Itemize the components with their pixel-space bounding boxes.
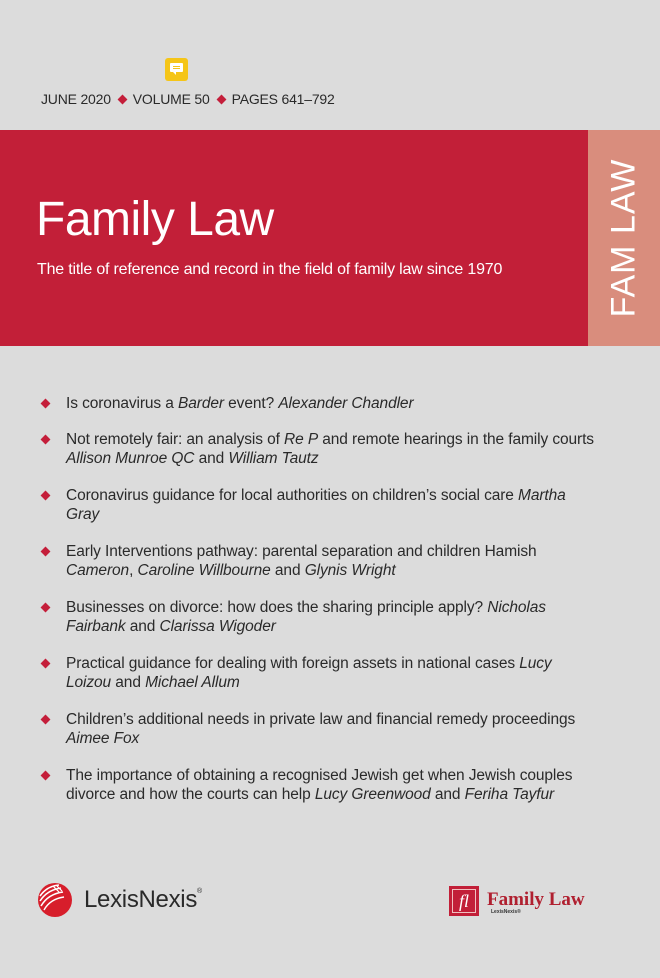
lexisnexis-logo: [37, 880, 202, 920]
item-text: and remote hearings in the family courts: [318, 430, 594, 448]
item-text: Children’s additional needs in private law and financial remedy proceedings: [66, 710, 576, 728]
item-text: The importance of obtaining a recognised Jewish get when Jewish couples divorce and how the courts can help: [66, 766, 573, 803]
contents-item: [40, 710, 600, 749]
journal-title: Family Law: [36, 193, 274, 246]
italic-text: Glynis Wright: [304, 562, 396, 579]
italic-text: Caroline Willbourne: [137, 562, 271, 579]
spine-strip: [588, 130, 660, 346]
italic-text: Clarissa Wigoder: [159, 618, 276, 635]
italic-text: Michael Allum: [145, 674, 240, 691]
journal-subtitle: The title of reference and record in the field of family law since 1970: [37, 261, 503, 278]
contents-item: [40, 654, 600, 693]
registered-mark: ®: [197, 888, 202, 895]
italic-text: Nicholas Fairbank: [66, 598, 546, 635]
diamond-bullet-icon: [41, 434, 51, 444]
contents-item: [40, 486, 600, 525]
italic-text: Martha Gray: [66, 486, 566, 523]
contents-item: [40, 542, 600, 581]
contents-item: [40, 394, 600, 414]
italic-text: Lucy Loizou: [66, 654, 552, 691]
italic-text: Cameron: [66, 562, 130, 579]
comment-bubble: [170, 63, 183, 72]
family-law-mark-icon: [449, 886, 479, 916]
italic-text: Feriha Tayfur: [464, 786, 555, 803]
item-text: Early Interventions pathway: parental separation and children Hamish: [66, 542, 537, 560]
issue-info: [41, 91, 335, 107]
diamond-separator-icon: [216, 95, 226, 105]
item-text: and: [111, 674, 146, 691]
item-text: Coronavirus guidance for local authorities on children’s social care: [66, 486, 519, 504]
item-text: and: [194, 450, 229, 467]
imprint-name: Family Law: [487, 889, 585, 910]
italic-text: Aimee Fox: [66, 730, 140, 747]
diamond-bullet-icon: [41, 399, 51, 409]
contents-list: [40, 394, 600, 805]
item-text: Practical guidance for dealing with foreign assets in national cases: [66, 654, 520, 672]
item-text: event?: [223, 395, 279, 412]
italic-text: William Tautz: [228, 450, 319, 467]
italic-text: Barder: [178, 395, 224, 412]
contents-item: [40, 766, 600, 805]
item-text: Not remotely fair: an analysis of: [66, 430, 284, 448]
diamond-bullet-icon: [41, 770, 51, 780]
issue-pages: PAGES 641–792: [231, 91, 335, 107]
diamond-bullet-icon: [41, 602, 51, 612]
diamond-bullet-icon: [41, 546, 51, 556]
issue-date: JUNE 2020: [41, 91, 111, 107]
lexisnexis-globe-icon: [37, 882, 73, 918]
item-text: and: [125, 618, 160, 635]
item-text: and: [430, 786, 465, 803]
comment-icon[interactable]: [165, 58, 188, 81]
item-text: Businesses on divorce: how does the sharing principle apply?: [66, 598, 488, 616]
italic-text: Alexander Chandler: [278, 395, 414, 412]
italic-text: Allison Munroe QC: [66, 450, 195, 467]
comment-line: [173, 68, 180, 69]
italic-text: Re P: [284, 430, 319, 448]
imprint-text: [487, 886, 585, 909]
family-law-imprint-logo: [449, 886, 585, 916]
item-text: ,: [129, 562, 138, 579]
diamond-bullet-icon: [41, 490, 51, 500]
issue-volume: VOLUME 50: [132, 91, 210, 107]
family-law-monogram: fl: [452, 889, 476, 913]
publisher-name: LexisNexis: [84, 886, 198, 913]
masthead-band: [0, 130, 588, 346]
italic-text: Lucy Greenwood: [314, 786, 431, 803]
diamond-bullet-icon: [41, 658, 51, 668]
contents-item: [40, 598, 600, 637]
lexisnexis-wordmark: [84, 886, 202, 914]
item-text: and: [270, 562, 305, 579]
diamond-separator-icon: [117, 95, 127, 105]
imprint-sub: LexisNexis®: [491, 909, 521, 915]
diamond-bullet-icon: [41, 714, 51, 724]
spine-label: FAM LAW: [604, 158, 643, 318]
item-text: Is coronavirus a: [66, 395, 179, 412]
comment-line: [173, 66, 180, 67]
contents-item: [40, 430, 600, 469]
